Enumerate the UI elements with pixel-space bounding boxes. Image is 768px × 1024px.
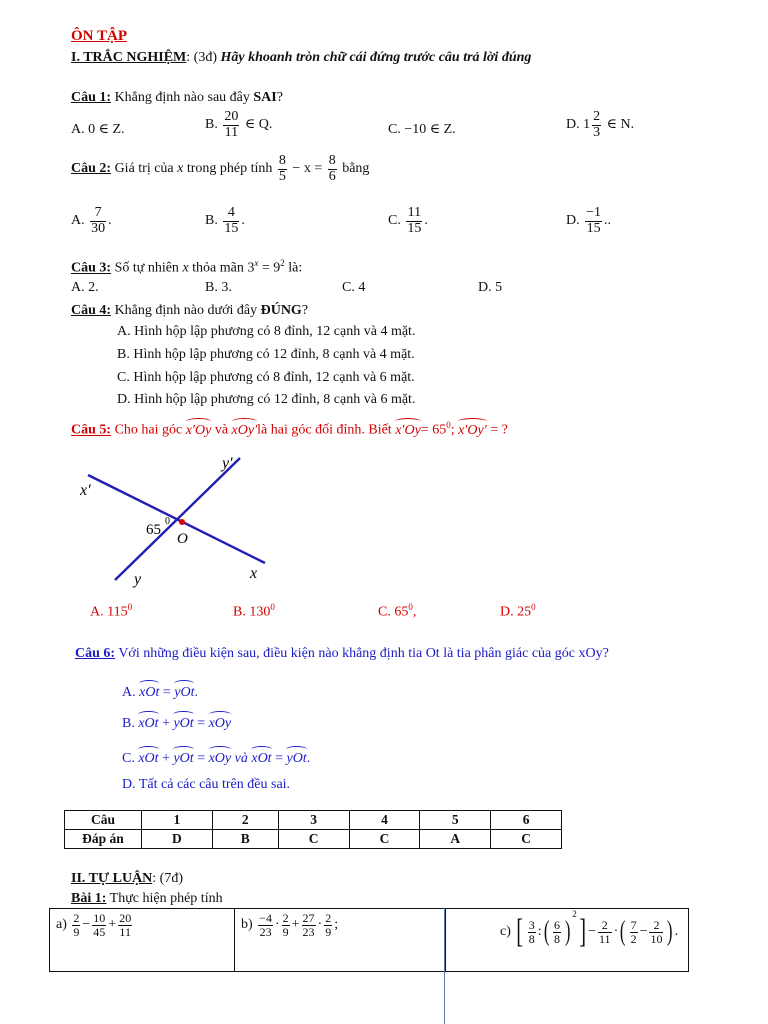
question-2	[71, 154, 369, 184]
part-label: c)	[500, 924, 511, 939]
label-angle-degree: 0	[165, 516, 170, 527]
option-value: −10 ∈ Z.	[404, 122, 456, 137]
question-text-2: thỏa mãn	[192, 260, 244, 276]
option-suffix: .	[241, 213, 245, 229]
operator: −	[82, 917, 91, 933]
denominator: 3	[593, 125, 601, 140]
fraction	[585, 206, 602, 236]
angle-symbol: xOt	[139, 685, 160, 700]
option-letter: B.	[122, 716, 135, 731]
question-text: Cho hai góc	[114, 422, 183, 438]
operator: −	[588, 924, 596, 939]
numerator: 20	[224, 109, 239, 124]
operator: −	[639, 924, 648, 939]
denominator: 8	[528, 931, 535, 946]
option-end: .	[306, 751, 311, 766]
fraction	[282, 912, 290, 938]
label-y-prime: y′	[222, 455, 233, 472]
denominator: 9	[325, 925, 332, 939]
question-text: Khẳng định nào dưới đây	[114, 303, 258, 318]
q3-option-b[interactable]: B. 3.	[205, 280, 232, 295]
denominator: 9	[282, 925, 289, 939]
denominator: 23	[302, 925, 315, 939]
question-text: Với những điều kiện sau, điều kiện nào khẳng định tia Ot là tia phân giác của góc xOy?	[118, 646, 609, 661]
operator: :	[537, 924, 542, 939]
option-letter: A.	[71, 213, 85, 229]
q1-option-b[interactable]	[205, 110, 272, 140]
section-1-points: : (3đ)	[186, 50, 217, 65]
vertical-angles-figure	[0, 440, 320, 600]
exercise-1-heading	[71, 891, 223, 907]
q5-option-a[interactable]	[90, 602, 132, 621]
table-cell: 3	[278, 811, 349, 830]
exercise-label: Bài 1:	[71, 891, 107, 906]
fraction	[72, 912, 80, 938]
q2-option-b[interactable]	[205, 206, 245, 236]
denominator: 45	[93, 925, 106, 939]
table-cell: C	[349, 830, 420, 849]
part-label: b)	[241, 917, 253, 933]
q4-option-c[interactable]: C. Hình hộp lập phương có 8 đỉnh, 12 cạnh và 6 mặt.	[117, 370, 415, 385]
q2-option-a[interactable]	[71, 206, 112, 236]
table-cell: D	[142, 830, 213, 849]
fraction	[278, 154, 287, 184]
option-suffix: .	[108, 213, 112, 229]
table-cell: 1	[142, 811, 213, 830]
numerator: 27	[302, 911, 315, 925]
option-letter: C.	[388, 122, 401, 137]
question-4	[71, 303, 308, 319]
numerator: 2	[325, 911, 332, 925]
question-label: Câu 3:	[71, 260, 112, 276]
numerator: 8	[328, 153, 336, 168]
label-y: y	[134, 571, 142, 588]
question-label: Câu 6:	[75, 646, 116, 661]
equation-middle: − x =	[292, 161, 323, 177]
operator: ·	[274, 917, 280, 933]
fraction	[649, 919, 663, 945]
option-suffix: ∈ N.	[606, 117, 635, 133]
option-letter: A.	[122, 685, 136, 700]
exercise-cell-b	[235, 909, 446, 971]
label-x: x	[250, 565, 258, 582]
denominator: 6	[328, 169, 336, 184]
q3-option-a[interactable]: A. 2.	[71, 280, 99, 295]
question-label: Câu 4:	[71, 303, 112, 318]
exercise-cell-c	[446, 909, 688, 971]
variable: x	[182, 260, 189, 276]
separator: ;	[450, 422, 455, 438]
label-o: O	[177, 531, 188, 547]
question-end: ?	[301, 303, 309, 318]
degree-mark: 0	[127, 602, 133, 612]
table-header: Câu	[65, 811, 142, 830]
exercise-cell-a	[50, 909, 235, 971]
equals-sign: =	[162, 685, 171, 700]
section-2-heading	[71, 871, 183, 887]
power-base: 3	[247, 260, 255, 276]
numerator: 4	[223, 206, 239, 222]
option-suffix: ,	[412, 604, 417, 620]
angle-symbol: x′Oy	[395, 422, 421, 438]
operator: +	[291, 917, 300, 933]
numerator: 2	[593, 109, 601, 124]
fraction	[258, 912, 273, 938]
option-letter: C.	[122, 751, 135, 766]
denominator: 11	[224, 125, 239, 140]
angle-symbol: xOy′	[231, 422, 258, 438]
question-text: Khẳng định nào sau đây	[114, 90, 250, 105]
numerator: −1	[586, 205, 602, 220]
expression-c	[500, 909, 678, 949]
table-cell: 4	[349, 811, 420, 830]
section-1-title: I. TRẮC NGHIỆM	[71, 50, 187, 65]
left-paren: (	[543, 915, 550, 947]
operator: ·	[613, 924, 619, 939]
numerator: 7	[90, 206, 106, 222]
fraction	[328, 154, 337, 184]
numerator: 3	[528, 917, 535, 932]
question-end: = ?	[490, 422, 508, 438]
fraction	[302, 912, 316, 938]
exercise-table	[49, 908, 689, 972]
q5-option-c[interactable]	[378, 602, 416, 621]
numerator: 2	[598, 919, 612, 933]
q6-option-c[interactable]	[122, 751, 310, 767]
fraction	[223, 206, 239, 236]
fraction	[223, 110, 239, 140]
operator: ·	[317, 917, 323, 933]
mixed-whole: 1	[583, 117, 591, 133]
point-o	[179, 519, 185, 525]
label-x-prime: x′	[80, 482, 91, 499]
right-bracket: ]	[579, 912, 586, 950]
q5-option-d[interactable]	[500, 602, 536, 621]
question-end: ?	[276, 90, 283, 105]
fraction	[406, 206, 422, 236]
denominator: 15	[586, 221, 601, 236]
numerator: 20	[119, 911, 132, 925]
denominator: 15	[224, 221, 239, 236]
denominator: 2	[630, 931, 637, 946]
option-suffix: ..	[604, 213, 612, 229]
right-paren: )	[667, 915, 673, 947]
expression-end: .	[674, 924, 679, 939]
denominator: 23	[259, 925, 272, 939]
numerator: 2	[282, 911, 289, 925]
question-label: Câu 2:	[71, 161, 112, 177]
angle-symbol: yOt	[174, 685, 195, 700]
operator: +	[108, 917, 117, 933]
q1-option-c[interactable]	[388, 121, 456, 138]
equals-sign: =	[275, 751, 283, 766]
question-tail: là:	[288, 260, 303, 276]
variable: x	[177, 161, 184, 177]
table-row	[65, 811, 562, 830]
question-5	[71, 420, 508, 439]
option-letter: C.	[388, 213, 401, 229]
q4-option-b[interactable]: B. Hình hộp lập phương có 12 đỉnh, 8 cạnh và 4 mặt.	[117, 347, 415, 362]
exercise-text: Thực hiện phép tính	[109, 891, 223, 906]
left-bracket: [	[516, 912, 524, 950]
option-end: .	[194, 685, 198, 700]
degree-mark: 0	[446, 420, 451, 430]
table-cell: 5	[420, 811, 491, 830]
angle-symbol: yOt	[173, 751, 194, 766]
option-text: C. 65	[378, 604, 409, 620]
section-1-heading	[71, 50, 531, 66]
option-text: A. 115	[90, 604, 128, 620]
expression-end: ;	[334, 917, 339, 933]
question-6	[75, 646, 609, 662]
table-cell: 6	[491, 811, 562, 830]
q4-option-a[interactable]: A. Hình hộp lập phương có 8 đỉnh, 12 cạnh và 4 mặt.	[117, 324, 416, 339]
question-text-2: trong phép tính	[186, 161, 273, 177]
numerator: 10	[93, 911, 106, 925]
question-text: Số tự nhiên	[114, 260, 179, 276]
table-header: Đáp án	[65, 830, 142, 849]
degree-mark: 0	[531, 602, 536, 612]
option-value: 0 ∈ Z.	[88, 122, 125, 137]
plus-sign: +	[162, 716, 170, 731]
numerator: 7	[630, 917, 637, 932]
angle-symbol: xOt	[138, 716, 159, 731]
angle-symbol: xOt	[251, 751, 272, 766]
numerator: 6	[553, 917, 560, 932]
section-1-instruction: Hãy khoanh tròn chữ cái đứng trước câu trả lời đúng	[220, 50, 532, 65]
equals-sign: =	[197, 751, 206, 766]
question-text-2: và	[214, 422, 229, 438]
option-text: D. 25	[500, 604, 532, 620]
angle-symbol: x′Oy′	[458, 422, 487, 438]
denominator: 5	[278, 169, 286, 184]
option-letter: D.	[566, 213, 580, 229]
section-2-points: : (7đ)	[152, 871, 184, 886]
fraction	[118, 912, 132, 938]
degree-mark: 0	[408, 602, 413, 612]
fraction	[90, 206, 106, 236]
fraction	[630, 919, 638, 945]
left-paren: (	[620, 915, 626, 947]
label-angle-value: 65	[146, 522, 161, 538]
denominator: 10	[650, 931, 663, 946]
angle-symbol: x′Oy	[185, 422, 212, 438]
line-yy-prime	[115, 458, 240, 580]
power-exponent: x	[254, 258, 259, 268]
q2-option-c[interactable]	[388, 206, 428, 236]
angle-symbol: xOt	[138, 751, 159, 766]
denominator: 8	[553, 931, 560, 946]
denominator: 11	[119, 925, 131, 939]
q3-option-d[interactable]: D. 5	[478, 280, 503, 295]
q6-option-b[interactable]	[122, 716, 231, 732]
degree-mark: 0	[270, 602, 275, 612]
numerator: 2	[73, 911, 80, 925]
q3-option-c[interactable]: C. 4	[342, 280, 366, 295]
plus-sign: +	[162, 751, 170, 766]
angle-symbol: xOy	[208, 751, 232, 766]
table-cell: A	[420, 830, 491, 849]
power-base: 9	[273, 260, 281, 276]
question-emphasis: ĐÚNG	[260, 303, 302, 318]
expression-a	[56, 912, 134, 938]
denominator: 30	[91, 221, 106, 236]
option-text: B. 130	[233, 604, 271, 620]
option-letter: A.	[71, 122, 85, 137]
angle-symbol: xOy	[208, 716, 232, 731]
equals-sign: =	[261, 260, 270, 276]
question-emphasis: SAI	[253, 90, 277, 105]
q4-option-d[interactable]: D. Hình hộp lập phương có 12 đỉnh, 8 cạnh và 6 mặt.	[117, 392, 416, 407]
denominator: 9	[73, 925, 80, 939]
question-3	[71, 258, 302, 277]
numerator: 11	[407, 205, 422, 220]
question-1	[71, 90, 283, 106]
question-text-3: là hai góc đối đỉnh. Biết	[257, 422, 392, 438]
table-row	[65, 830, 562, 849]
q1-option-a[interactable]	[71, 121, 125, 138]
fraction	[528, 919, 536, 945]
fraction	[553, 919, 561, 945]
question-label: Câu 5:	[71, 422, 112, 438]
option-letter: B.	[205, 213, 218, 229]
conjunction: và	[234, 751, 248, 766]
numerator: 8	[278, 153, 286, 168]
q5-option-b[interactable]	[233, 602, 275, 621]
q6-option-d[interactable]: D. Tất cả các câu trên đều sai.	[122, 777, 291, 792]
table-cell: 2	[212, 811, 278, 830]
question-label: Câu 1:	[71, 90, 112, 105]
option-suffix: .	[424, 213, 428, 229]
numerator: 2	[649, 919, 663, 933]
part-label: a)	[56, 917, 67, 933]
power-exponent: 2	[572, 909, 577, 919]
option-letter: D.	[566, 117, 580, 133]
right-paren: )	[564, 915, 571, 947]
table-cell: C	[278, 830, 349, 849]
section-2-title: II. TỰ LUẬN	[71, 871, 153, 886]
fraction	[598, 919, 612, 945]
fraction	[592, 110, 601, 140]
angle-symbol: yOt	[286, 751, 307, 766]
angle-symbol: yOt	[173, 716, 194, 731]
option-letter: B.	[205, 117, 218, 133]
angle-value: = 65	[420, 422, 447, 438]
question-text: Giá trị của	[114, 161, 174, 177]
denominator: 11	[599, 931, 611, 946]
question-tail: bằng	[342, 161, 370, 177]
page-divider-line	[444, 908, 445, 1024]
power-exponent: 2	[280, 258, 285, 268]
fraction	[324, 912, 332, 938]
page-title: ÔN TẬP	[71, 28, 127, 44]
q1-option-d[interactable]	[566, 110, 634, 140]
numerator: −4	[259, 911, 272, 925]
table-cell: B	[212, 830, 278, 849]
equals-sign: =	[197, 716, 206, 731]
q6-option-a[interactable]	[122, 685, 198, 701]
answer-table	[64, 810, 562, 849]
table-cell: C	[491, 830, 562, 849]
denominator: 15	[407, 221, 422, 236]
expression-b	[241, 912, 338, 938]
option-suffix: ∈ Q.	[244, 117, 273, 133]
q2-option-d[interactable]	[566, 206, 611, 236]
fraction	[92, 912, 106, 938]
